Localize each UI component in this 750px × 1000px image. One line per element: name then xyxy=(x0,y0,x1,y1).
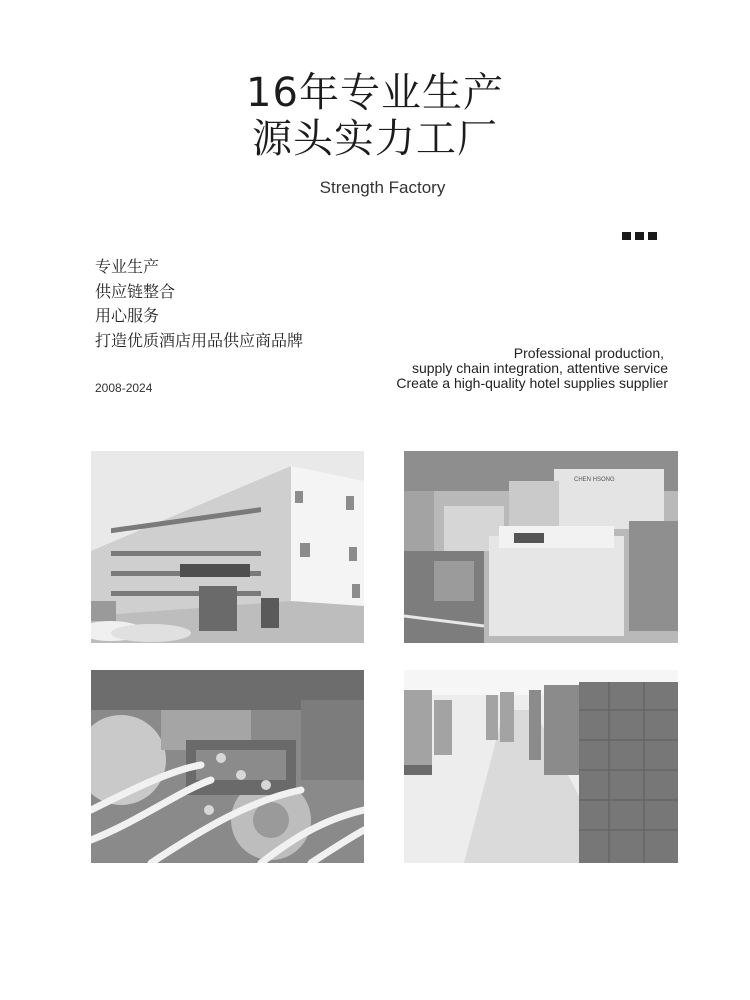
production-machines-photo xyxy=(404,451,678,643)
decorative-dots xyxy=(622,232,657,240)
english-line-1: Professional production, xyxy=(513,345,664,361)
english-line-2: supply chain integration, attentive service xyxy=(411,360,668,376)
subtitle: Strength Factory xyxy=(319,178,446,197)
english-line-3: Create a high-quality hotel supplies supplier xyxy=(396,375,668,391)
english-description xyxy=(396,346,668,391)
years-range: 2008-2024 xyxy=(95,381,153,395)
dot-icon xyxy=(635,232,644,240)
feature-item: 打造优质酒店用品供应商品牌 xyxy=(95,330,304,350)
warehouse-photo xyxy=(404,670,678,863)
title-line-2: 源头实力工厂 xyxy=(252,116,498,162)
feature-item: 供应链整合 xyxy=(95,281,176,301)
dot-icon xyxy=(648,232,657,240)
machine-brand-text: CHEN HSONG xyxy=(574,477,615,483)
dot-icon xyxy=(622,232,631,240)
title-line-1: 16年专业生产 xyxy=(246,70,504,116)
feature-list xyxy=(95,255,303,353)
factory-building-photo xyxy=(91,451,364,643)
feature-item: 专业生产 xyxy=(95,257,160,276)
feature-item: 用心服务 xyxy=(95,306,160,325)
machine-closeup-photo xyxy=(91,670,364,863)
